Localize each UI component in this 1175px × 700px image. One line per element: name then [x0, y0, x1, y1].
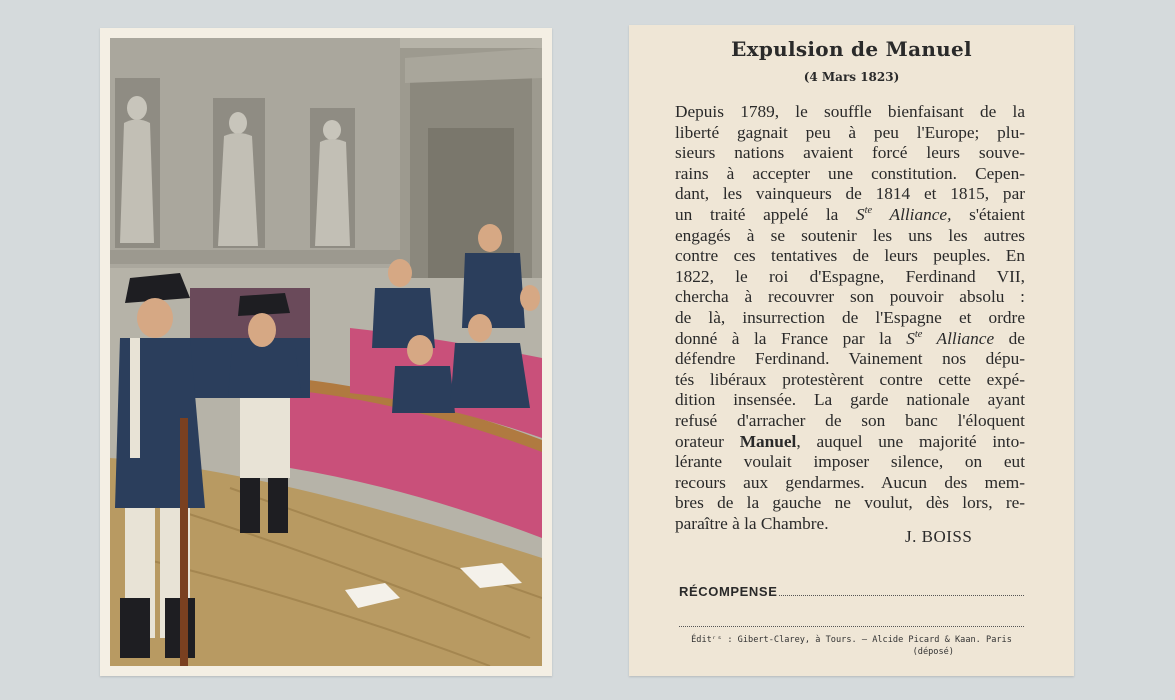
text-line: engagés à se soutenir les uns les autres: [675, 225, 1025, 245]
text-line: recours aux gendarmes. Aucun des mem-: [675, 472, 1025, 492]
text-line: donné à la France par la $S^{te}$ Alliance de: [675, 328, 1025, 348]
publisher-line: Éditʳˢ : Gibert-Clarey, à Tours. — Alcide Picard & Kaan. Paris: [691, 635, 1012, 645]
ornate-doorway: [400, 48, 542, 278]
text-line: dition insensée. La garde nationale ayant: [675, 390, 1025, 410]
text-line: rains à accepter une constitution. Cepen-: [675, 163, 1025, 183]
text-line: refusé d'arracher de son banc l'éloquent: [675, 410, 1025, 430]
text-line: sieurs nations avaient forcé leurs souve-: [675, 143, 1025, 163]
text-line: contre ces tentatives de leurs peuples. En: [675, 246, 1025, 266]
text-line: chercha à recouvrer son pouvoir absolu :: [675, 287, 1025, 307]
publisher-deposit-note: (déposé): [912, 647, 954, 657]
card-date: (4 Mars 1823): [803, 70, 900, 84]
text-line: tés libéraux protestèrent contre cette expé-: [675, 369, 1025, 389]
statue-niche-middle: [213, 98, 265, 248]
author-signature: J. BOISS: [905, 527, 973, 546]
text-line: bres de la gauche ne voulut, dès lors, re-: [675, 493, 1025, 513]
statue-niche-left: [115, 78, 160, 248]
publisher-info: [679, 634, 1024, 658]
statue-niche-right: [310, 108, 355, 248]
text-line: liberté gagnait peu à peu l'Europe; plu-: [675, 122, 1025, 142]
text-line: un traité appelé la $S^{te}$ Alliance, s'étaient: [675, 204, 1025, 224]
text-line: orateur Manuel, auquel une majorité into-: [675, 431, 1025, 451]
text-line: 1822, le roi d'Espagne, Ferdinand VII,: [675, 266, 1025, 286]
recompense-label: RÉCOMPENSE: [679, 584, 778, 599]
text-line: de là, insurrection de l'Espagne et ordre: [675, 307, 1025, 327]
text-line: dant, les vainqueurs de 1814 et 1815, par: [675, 184, 1025, 204]
text-line: défendre Ferdinand. Vainement nos dépu-: [675, 349, 1025, 369]
card-body-text: [675, 102, 1025, 534]
dotted-divider: [679, 626, 1024, 627]
text-line: Depuis 1789, le souffle bienfaisant de la: [675, 102, 1025, 121]
card-title: Expulsion de Manuel: [731, 37, 972, 61]
text-line: lérante voulait imposer silence, on eut: [675, 452, 1025, 472]
illustration-expulsion-scene: [110, 38, 542, 666]
text-line: paraître à la Chambre.: [675, 513, 829, 533]
recompense-field: [679, 581, 1024, 599]
card-back: [629, 25, 1074, 676]
card-front: [100, 28, 552, 676]
dotted-line: [779, 595, 1024, 596]
